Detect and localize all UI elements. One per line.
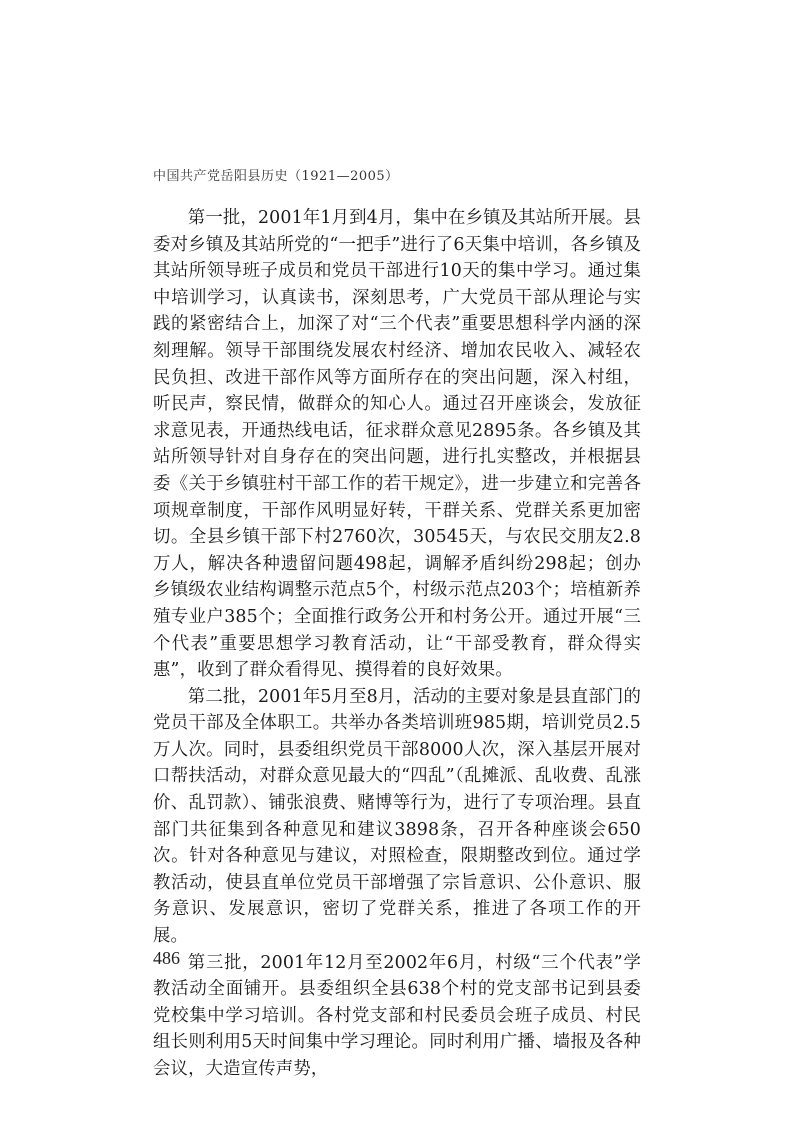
paragraph-first-batch: 第一批，2001年1月到4月，集中在乡镇及其站所开展。县委对乡镇及其站所党的“一把手”进行了6天集中培训，各乡镇及其站所领导班子成员和党员干部进行10天的集中学习。通过集中培训学习，认真读书，深刻思考，广大党员干部从理论与实践的紧密结合上，加深了对“三个代表”重要思想科学内涵的深刻理解。领导干部围绕发展农村经济、增加农民收入、减轻农民负担、改进干部作风等方面所存在的突出问题，深入村组，听民声，察民情，做群众的知心人。通过召开座谈会，发放征求意见表，开通热线电话，征求群众意见2895条。各乡镇及其站所领导针对自身存在的突出问题，进行扎实整改，并根据县委《关于乡镇驻村干部工作的若干规定》，进一步建立和完善各项规章制度，干部作风明显好转，干群关系、党群关系更加密切。全县乡镇干部下村2760次，30545天，与农民交朋友2.8万人，解决各种遗留问题498起，调解矛盾纠纷298起；创办乡镇级农业结构调整示范点5个，村级示范点203个；培植新养殖专业户385个；全面推行政务公开和村务公开。通过开展“三个代表”重要思想学习教育活动，让“干部受教育，群众得实惠”，收到了群众看得见、摸得着的良好效果。 — [153, 208, 641, 681]
paragraph-third-batch: 第三批，2001年12月至2002年6月，村级“三个代表”学教活动全面铺开。县委组织全县638个村的党支部书记到县委党校集中学习培训。各村党支部和村民委员会班子成员、村民组长则利用5天时间集中学习理论。同时利用广播、墙报及各种会议，大造宣传声势， — [153, 952, 641, 1079]
body-text — [153, 205, 641, 1083]
running-header: 中国共产党岳阳县历史（1921—2005） — [153, 169, 399, 184]
paragraph-second-batch: 第二批，2001年5月至8月，活动的主要对象是县直部门的党员干部及全体职工。共举办各类培训班985期，培训党员2.5万人次。同时，县委组织党员干部8000人次，深入基层开展对口帮扶活动，对群众意见最大的“四乱”（乱摊派、乱收费、乱涨价、乱罚款）、铺张浪费、赌博等行为，进行了专项治理。县直部门共征集到各种意见和建议3898条，召开各种座谈会650次。针对各种意见与建议，对照检查，限期整改到位。通过学教活动，使县直单位党员干部增强了宗旨意识、公仆意识、服务意识、发展意识，密切了党群关系，推进了各项工作的开展。 — [153, 686, 641, 947]
page-number: 486 — [153, 948, 180, 968]
